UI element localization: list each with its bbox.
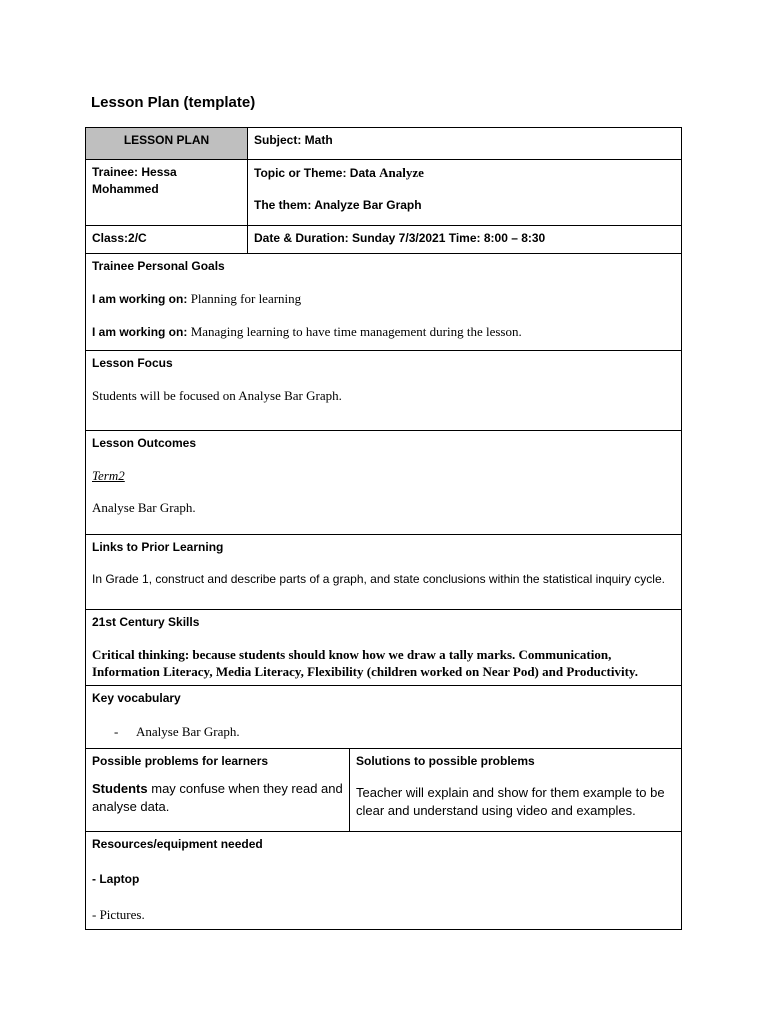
vocabulary-cell bbox=[86, 686, 682, 749]
goal-2 bbox=[92, 323, 675, 341]
lesson-focus-text: Students will be focused on Analyse Bar Graph. bbox=[92, 388, 342, 403]
date-duration-cell: Date & Duration: Sunday 7/3/2021 Time: 8:00 – 8:30 bbox=[248, 226, 682, 254]
lesson-plan-table bbox=[85, 127, 682, 930]
class-cell: Class:2/C bbox=[86, 226, 248, 254]
skills-text: Critical thinking: because students should know how we draw a tally marks. Communication, Information Literacy, Media Literacy, Flexibility (children worked on Near Pod) and Productivity. bbox=[92, 647, 638, 679]
row-resources bbox=[86, 832, 682, 930]
solutions-cell bbox=[350, 749, 682, 832]
resources-heading: Resources/equipment needed bbox=[92, 837, 263, 851]
problems-lead: Students bbox=[92, 781, 148, 796]
lesson-outcomes-text: Analyse Bar Graph. bbox=[92, 500, 196, 515]
resources-item-2: - Pictures. bbox=[92, 907, 145, 922]
topic-value: Analyze bbox=[379, 165, 424, 180]
row-trainee bbox=[86, 160, 682, 226]
solutions-text: Teacher will explain and show for them example to be clear and understand using video and examples. bbox=[356, 785, 665, 818]
row-personal-goals bbox=[86, 254, 682, 351]
trainee-cell: Trainee: Hessa Mohammed bbox=[86, 160, 248, 226]
goal-2-text: Managing learning to have time management during the lesson. bbox=[190, 324, 522, 339]
lesson-outcomes-term: Term2 bbox=[92, 468, 125, 483]
prior-learning-heading: Links to Prior Learning bbox=[92, 540, 224, 554]
skills-cell bbox=[86, 610, 682, 686]
resources-cell bbox=[86, 832, 682, 930]
problems-text bbox=[92, 780, 343, 816]
vocabulary-dash: - bbox=[114, 724, 119, 739]
row-problems-solutions bbox=[86, 749, 682, 832]
lesson-outcomes-heading: Lesson Outcomes bbox=[92, 436, 197, 450]
vocabulary-text: Analyse Bar Graph. bbox=[136, 724, 240, 739]
prior-learning-cell bbox=[86, 535, 682, 610]
row-lesson-outcomes bbox=[86, 431, 682, 535]
resources-item-1: - Laptop bbox=[92, 872, 140, 886]
subject-cell: Subject: Math bbox=[248, 128, 682, 160]
lesson-plan-header-cell: LESSON PLAN bbox=[86, 128, 248, 160]
theme-line: The them: Analyze Bar Graph bbox=[254, 198, 422, 212]
row-skills bbox=[86, 610, 682, 686]
topic-line bbox=[254, 164, 675, 182]
skills-heading: 21st Century Skills bbox=[92, 615, 200, 629]
goal-2-label: I am working on: bbox=[92, 325, 188, 339]
topic-cell bbox=[248, 160, 682, 226]
row-header bbox=[86, 128, 682, 160]
goal-1-text: Planning for learning bbox=[190, 291, 302, 306]
problems-heading: Possible problems for learners bbox=[92, 754, 269, 768]
lesson-focus-heading: Lesson Focus bbox=[92, 356, 173, 370]
row-lesson-focus bbox=[86, 351, 682, 431]
vocabulary-heading: Key vocabulary bbox=[92, 691, 181, 705]
solutions-heading: Solutions to possible problems bbox=[356, 754, 535, 768]
prior-learning-text: In Grade 1, construct and describe parts of a graph, and state conclusions within the statistical inquiry cycle. bbox=[92, 572, 665, 586]
row-vocabulary bbox=[86, 686, 682, 749]
vocabulary-item bbox=[92, 723, 675, 740]
goal-1-label: I am working on: bbox=[92, 292, 188, 306]
problems-cell bbox=[86, 749, 350, 832]
personal-goals-cell bbox=[86, 254, 682, 351]
personal-goals-heading: Trainee Personal Goals bbox=[92, 259, 225, 273]
goal-1 bbox=[92, 290, 675, 308]
row-prior-learning bbox=[86, 535, 682, 610]
topic-label: Topic or Theme: Data bbox=[254, 166, 380, 180]
lesson-focus-cell bbox=[86, 351, 682, 431]
row-class bbox=[86, 226, 682, 254]
document-title: Lesson Plan (template) bbox=[91, 94, 256, 111]
problems-body: may confuse when they read and analyse data. bbox=[92, 781, 343, 814]
lesson-outcomes-cell bbox=[86, 431, 682, 535]
